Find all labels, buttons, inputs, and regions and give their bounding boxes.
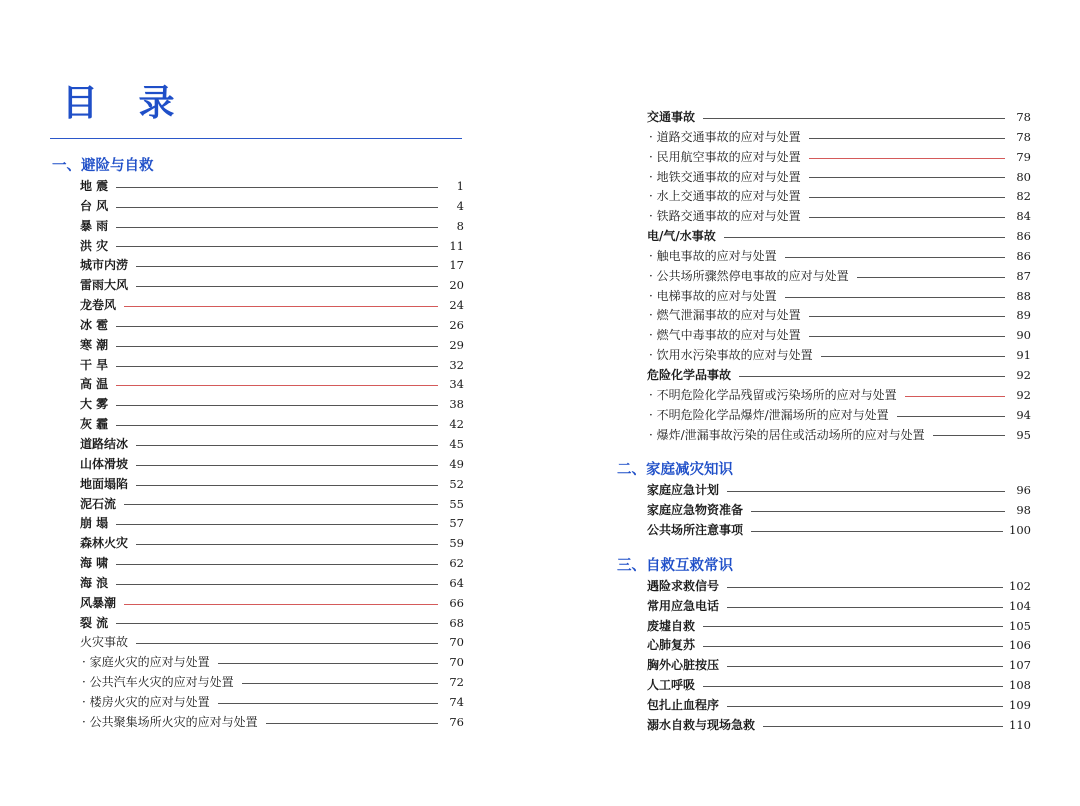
leader-line: [136, 286, 438, 287]
toc-entry-page-number: 26: [449, 317, 464, 332]
toc-entry[interactable]: [617, 128, 1031, 148]
leader-line: [116, 425, 438, 426]
toc-entry[interactable]: [617, 696, 1031, 716]
toc-entry-label: · 地铁交通事故的应对与处置: [649, 169, 801, 184]
toc-entry-label: · 爆炸/泄漏事故污染的居住或活动场所的应对与处置: [649, 427, 925, 442]
toc-entry[interactable]: [52, 356, 464, 376]
leader-line: [136, 485, 438, 486]
toc-entry-page-number: 84: [1016, 209, 1031, 224]
toc-entry-label: 冰 雹: [80, 317, 109, 332]
toc-entry-label: 大 雾: [80, 397, 109, 412]
toc-entry-label: · 饮用水污染事故的应对与处置: [649, 348, 813, 363]
toc-entry-label: 地面塌陷: [80, 476, 129, 491]
leader-line: [703, 686, 1003, 687]
toc-entry-label: · 公共汽车火灾的应对与处置: [82, 675, 234, 690]
toc-entry-page-number: 11: [449, 238, 464, 253]
toc-entry[interactable]: [617, 656, 1031, 676]
toc-entry-label: 台 风: [80, 198, 109, 213]
toc-entry[interactable]: [52, 256, 464, 276]
leader-line: [809, 197, 1005, 198]
toc-entry[interactable]: [52, 554, 464, 574]
toc-entry-page-number: 88: [1016, 288, 1031, 303]
leader-line: [727, 491, 1005, 492]
toc-entry-label: · 不明危险化学品爆炸/泄漏场所的应对与处置: [649, 407, 889, 422]
toc-entry-page-number: 94: [1016, 407, 1031, 422]
leader-line: [905, 396, 1005, 397]
toc-entry[interactable]: [52, 614, 464, 634]
toc-entry-page-number: 86: [1016, 229, 1031, 244]
toc-entry-page-number: 8: [456, 218, 464, 233]
toc-entry-page-number: 105: [1009, 618, 1031, 633]
leader-line: [242, 683, 438, 684]
leader-line: [703, 118, 1005, 119]
leader-line: [703, 626, 1003, 627]
toc-entry[interactable]: [617, 617, 1031, 637]
toc-entry-label: · 道路交通事故的应对与处置: [649, 129, 801, 144]
toc-entry-page-number: 29: [449, 337, 464, 352]
leader-line: [727, 706, 1003, 707]
toc-entry-page-number: 82: [1016, 189, 1031, 204]
toc-entry[interactable]: [52, 435, 464, 455]
toc-entry-page-number: 70: [449, 635, 464, 650]
toc-entry-label: 雷雨大风: [80, 278, 129, 293]
toc-entry-page-number: 108: [1009, 678, 1031, 693]
toc-entry-page-number: 64: [449, 575, 464, 590]
leader-line: [116, 584, 438, 585]
leader-line: [727, 607, 1003, 608]
toc-entry-page-number: 86: [1016, 248, 1031, 263]
toc-entry-page-number: 20: [449, 278, 464, 293]
leader-line: [136, 445, 438, 446]
toc-entry-page-number: 17: [449, 258, 464, 273]
toc-entry-page-number: 106: [1009, 638, 1031, 653]
toc-entry-label: 常用应急电话: [647, 598, 720, 613]
toc-entry[interactable]: [52, 594, 464, 614]
section-heading-1: 一、避险与自救: [52, 158, 154, 174]
toc-entry[interactable]: [617, 406, 1031, 426]
toc-entry[interactable]: [617, 636, 1031, 656]
leader-line: [116, 346, 438, 347]
toc-entry-label: 包扎止血程序: [647, 697, 720, 712]
toc-entry-page-number: 92: [1016, 387, 1031, 402]
page-title: 目 录: [62, 83, 189, 124]
toc-entry-page-number: 96: [1016, 483, 1031, 498]
toc-entry[interactable]: [617, 287, 1031, 307]
leader-line: [136, 465, 438, 466]
leader-line: [124, 504, 438, 505]
toc-entry-label: · 燃气中毒事故的应对与处置: [649, 328, 801, 343]
section-heading-2: 二、家庭减灾知识: [617, 462, 733, 479]
toc-entry-page-number: 49: [449, 456, 464, 471]
toc-entry[interactable]: [52, 375, 464, 395]
toc-entry-label: 溺水自救与现场急救: [647, 717, 756, 732]
toc-entry-label: 海 浪: [80, 575, 109, 590]
toc-entry-label: 危险化学品事故: [647, 367, 732, 382]
toc-entry[interactable]: [52, 653, 464, 673]
toc-entry-label: 海 啸: [80, 556, 109, 571]
toc-entry[interactable]: [617, 386, 1031, 406]
toc-entry-label: 废墟自救: [647, 618, 696, 633]
toc-entry[interactable]: [617, 481, 1031, 501]
toc-entry-page-number: 90: [1016, 328, 1031, 343]
leader-line: [933, 435, 1005, 436]
toc-entry-page-number: 32: [449, 357, 464, 372]
toc-entry[interactable]: [52, 336, 464, 356]
leader-line: [809, 217, 1005, 218]
leader-line: [116, 227, 438, 228]
leader-line: [136, 544, 438, 545]
leader-line: [124, 604, 438, 605]
toc-entry-label: · 铁路交通事故的应对与处置: [649, 209, 801, 224]
toc-entry[interactable]: [52, 177, 464, 197]
leader-line: [116, 405, 438, 406]
toc-entry-label: · 触电事故的应对与处置: [649, 248, 777, 263]
leader-line: [116, 524, 438, 525]
toc-entry-label: 道路结冰: [80, 436, 129, 451]
toc-entry-label: · 家庭火灾的应对与处置: [82, 655, 210, 670]
toc-entry-page-number: 66: [449, 595, 464, 610]
toc-entry[interactable]: [52, 415, 464, 435]
toc-entry[interactable]: [52, 237, 464, 257]
toc-entry-label: 家庭应急物资准备: [647, 503, 744, 518]
toc-right-column: [617, 108, 1031, 736]
leader-line: [727, 666, 1003, 667]
toc-entry-label: 人工呼吸: [647, 678, 696, 693]
toc-entry-page-number: 98: [1016, 503, 1031, 518]
toc-entry[interactable]: [52, 495, 464, 515]
toc-entry[interactable]: [52, 633, 464, 653]
toc-entry[interactable]: [617, 207, 1031, 227]
toc-entry-label: 胸外心脏按压: [647, 658, 720, 673]
toc-entry-label: 公共场所注意事项: [647, 523, 744, 538]
leader-line: [785, 257, 1005, 258]
toc-entry-label: 山体滑坡: [80, 456, 129, 471]
toc-entry-label: · 楼房火灾的应对与处置: [82, 694, 210, 709]
toc-entry-page-number: 92: [1016, 367, 1031, 382]
toc-entry[interactable]: [52, 217, 464, 237]
toc-entry-page-number: 91: [1016, 348, 1031, 363]
toc-entry-label: · 电梯事故的应对与处置: [649, 288, 777, 303]
leader-line: [116, 564, 438, 565]
toc-list-left: [52, 177, 464, 733]
leader-line: [751, 511, 1005, 512]
toc-entry-page-number: 78: [1016, 129, 1031, 144]
title-rule: [50, 138, 462, 139]
toc-entry[interactable]: [617, 306, 1031, 326]
toc-entry-label: · 不明危险化学品残留或污染场所的应对与处置: [649, 387, 897, 402]
toc-entry[interactable]: [52, 475, 464, 495]
toc-entry-page-number: 34: [449, 377, 464, 392]
toc-entry-label: · 水上交通事故的应对与处置: [649, 189, 801, 204]
toc-entry-label: 森林火灾: [80, 536, 129, 551]
toc-entry-label: 电/气/水事故: [647, 229, 716, 244]
toc-entry-page-number: 76: [449, 714, 464, 729]
toc-entry[interactable]: [52, 713, 464, 733]
leader-line: [218, 663, 438, 664]
toc-entry[interactable]: [617, 247, 1031, 267]
leader-line: [857, 277, 1005, 278]
toc-entry-page-number: 95: [1016, 427, 1031, 442]
toc-entry-page-number: 68: [449, 615, 464, 630]
toc-entry-label: 泥石流: [80, 496, 117, 511]
toc-entry-page-number: 57: [449, 516, 464, 531]
toc-entry[interactable]: [52, 514, 464, 534]
toc-list-right-a: [617, 108, 1031, 445]
toc-entry-label: 交通事故: [647, 110, 696, 124]
toc-entry[interactable]: [617, 501, 1031, 521]
leader-line: [116, 187, 438, 188]
toc-entry-page-number: 107: [1009, 658, 1031, 673]
toc-entry-page-number: 79: [1016, 149, 1031, 164]
toc-entry-page-number: 59: [449, 536, 464, 551]
toc-entry-page-number: 38: [449, 397, 464, 412]
leader-line: [266, 723, 438, 724]
toc-entry-label: 干 旱: [80, 357, 109, 372]
toc-entry-label: 崩 塌: [80, 516, 109, 531]
toc-entry-page-number: 55: [449, 496, 464, 511]
toc-entry-page-number: 72: [449, 675, 464, 690]
toc-entry-page-number: 42: [449, 417, 464, 432]
leader-line: [751, 531, 1003, 532]
toc-entry[interactable]: [617, 577, 1031, 597]
leader-line: [116, 623, 438, 624]
leader-line: [821, 356, 1005, 357]
toc-entry[interactable]: [52, 574, 464, 594]
toc-entry-page-number: 110: [1009, 717, 1031, 732]
toc-entry[interactable]: [617, 716, 1031, 736]
leader-line: [785, 297, 1005, 298]
leader-line: [218, 703, 438, 704]
toc-entry-page-number: 104: [1009, 598, 1031, 613]
leader-line: [897, 416, 1005, 417]
leader-line: [116, 246, 438, 247]
leader-line: [116, 207, 438, 208]
toc-entry[interactable]: [617, 267, 1031, 287]
toc-entry-page-number: 78: [1016, 110, 1031, 124]
toc-entry-label: 地 震: [80, 179, 109, 193]
leader-line: [136, 266, 438, 267]
toc-entry-label: 灰 霾: [80, 417, 109, 432]
toc-entry-label: 火灾事故: [80, 635, 129, 650]
toc-entry[interactable]: [617, 148, 1031, 168]
toc-list-right-b: [617, 481, 1031, 541]
toc-entry-page-number: 24: [449, 298, 464, 313]
toc-entry[interactable]: [617, 108, 1031, 128]
toc-entry-page-number: 87: [1016, 268, 1031, 283]
toc-entry-page-number: 70: [449, 655, 464, 670]
toc-entry-page-number: 4: [456, 198, 464, 213]
toc-entry[interactable]: [617, 676, 1031, 696]
toc-entry-label: 心肺复苏: [647, 638, 696, 653]
toc-entry-label: 家庭应急计划: [647, 483, 720, 498]
toc-entry-label: 遇险求救信号: [647, 578, 720, 593]
toc-entry-label: 龙卷风: [80, 298, 117, 313]
toc-entry[interactable]: [617, 227, 1031, 247]
toc-entry-page-number: 80: [1016, 169, 1031, 184]
toc-entry[interactable]: [617, 426, 1031, 446]
toc-entry-page-number: 1: [456, 179, 464, 193]
toc-entry[interactable]: [52, 197, 464, 217]
toc-entry-label: 高 温: [80, 377, 109, 392]
toc-entry-page-number: 109: [1009, 697, 1031, 712]
leader-line: [809, 158, 1005, 159]
toc-entry-label: 洪 灾: [80, 238, 109, 253]
leader-line: [116, 326, 438, 327]
toc-entry-label: · 燃气泄漏事故的应对与处置: [649, 308, 801, 323]
leader-line: [809, 138, 1005, 139]
section-heading-3: 三、自救互救常识: [617, 557, 733, 574]
leader-line: [739, 376, 1005, 377]
leader-line: [703, 646, 1003, 647]
leader-line: [727, 587, 1003, 588]
toc-entry[interactable]: [617, 521, 1031, 541]
toc-entry-label: 风暴潮: [80, 595, 117, 610]
toc-entry[interactable]: [617, 366, 1031, 386]
toc-left-column: [52, 155, 464, 733]
leader-line: [116, 385, 438, 386]
leader-line: [724, 237, 1005, 238]
toc-entry-page-number: 45: [449, 436, 464, 451]
toc-entry-page-number: 52: [449, 476, 464, 491]
toc-entry[interactable]: [617, 346, 1031, 366]
leader-line: [116, 366, 438, 367]
leader-line: [136, 643, 438, 644]
toc-entry-page-number: 89: [1016, 308, 1031, 323]
toc-entry[interactable]: [52, 534, 464, 554]
toc-entry[interactable]: [617, 168, 1031, 188]
toc-entry-label: · 民用航空事故的应对与处置: [649, 149, 801, 164]
toc-entry-label: 裂 流: [80, 615, 109, 630]
leader-line: [763, 726, 1003, 727]
toc-entry-page-number: 74: [449, 694, 464, 709]
toc-entry[interactable]: [52, 693, 464, 713]
toc-entry[interactable]: [617, 326, 1031, 346]
toc-entry[interactable]: [52, 395, 464, 415]
leader-line: [124, 306, 438, 307]
toc-entry[interactable]: [52, 673, 464, 693]
toc-entry-page-number: 62: [449, 556, 464, 571]
leader-line: [809, 336, 1005, 337]
toc-entry[interactable]: [617, 187, 1031, 207]
toc-entry-label: 城市内涝: [80, 258, 129, 273]
leader-line: [809, 316, 1005, 317]
toc-entry[interactable]: [52, 455, 464, 475]
toc-entry[interactable]: [52, 276, 464, 296]
toc-entry[interactable]: [52, 316, 464, 336]
toc-entry-label: 暴 雨: [80, 218, 109, 233]
leader-line: [809, 177, 1005, 178]
toc-entry[interactable]: [617, 597, 1031, 617]
toc-entry-page-number: 100: [1009, 523, 1031, 538]
toc-entry-page-number: 102: [1009, 578, 1031, 593]
toc-entry-label: · 公共场所骤然停电事故的应对与处置: [649, 268, 849, 283]
toc-list-right-c: [617, 577, 1031, 736]
toc-entry-label: 寒 潮: [80, 337, 109, 352]
toc-entry-label: · 公共聚集场所火灾的应对与处置: [82, 714, 258, 729]
toc-entry[interactable]: [52, 296, 464, 316]
